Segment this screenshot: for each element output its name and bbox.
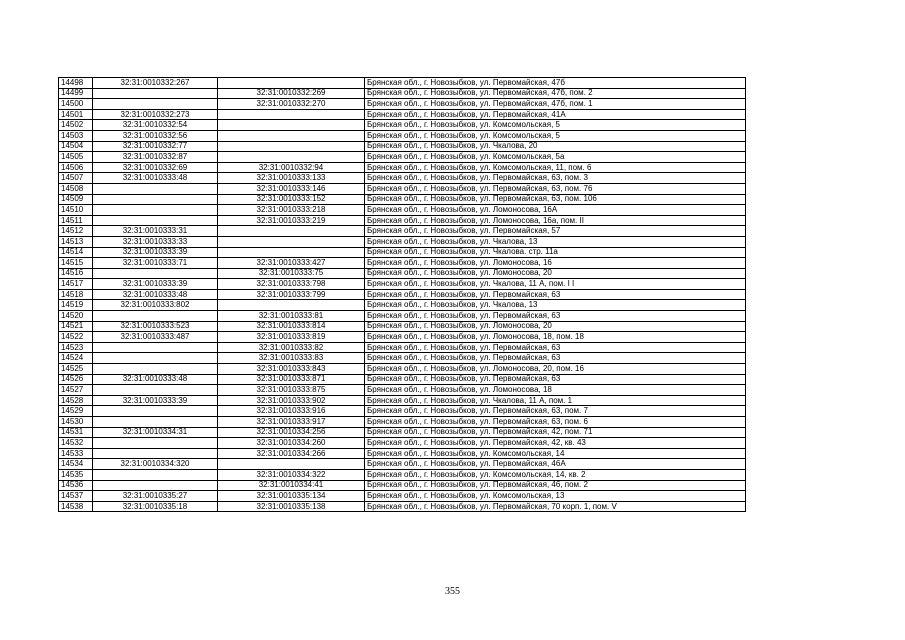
address-cell: Брянская обл., г. Новозыбков, ул. Комсомольская, 5 bbox=[365, 130, 746, 141]
land-parcel-cadastral-number-cell: 32:31:0010333:48 bbox=[93, 289, 218, 300]
land-parcel-cadastral-number-cell bbox=[93, 311, 218, 322]
land-parcel-cadastral-number-cell: 32:31:0010332:77 bbox=[93, 141, 218, 152]
row-number-cell: 14534 bbox=[59, 459, 93, 470]
table-row bbox=[59, 99, 746, 110]
land-parcel-cadastral-number-cell: 32:31:0010333:71 bbox=[93, 258, 218, 269]
row-number-cell: 14529 bbox=[59, 406, 93, 417]
land-parcel-cadastral-number-cell bbox=[93, 194, 218, 205]
address-cell: Брянская обл., г. Новозыбков, ул. Чкалова, 13 bbox=[365, 236, 746, 247]
row-number-cell: 14533 bbox=[59, 448, 93, 459]
row-number-cell: 14500 bbox=[59, 99, 93, 110]
address-cell: Брянская обл., г. Новозыбков, ул. Ломоносова, 16А bbox=[365, 205, 746, 216]
land-parcel-cadastral-number-cell bbox=[93, 448, 218, 459]
building-cadastral-number-cell bbox=[218, 141, 365, 152]
land-parcel-cadastral-number-cell: 32:31:0010333:33 bbox=[93, 236, 218, 247]
building-cadastral-number-cell: 32:31:0010333:427 bbox=[218, 258, 365, 269]
land-parcel-cadastral-number-cell bbox=[93, 417, 218, 428]
land-parcel-cadastral-number-cell: 32:31:0010333:39 bbox=[93, 247, 218, 258]
address-cell: Брянская обл., г. Новозыбков, ул. Чкалова. стр. 11а bbox=[365, 247, 746, 258]
table-row bbox=[59, 311, 746, 322]
address-cell: Брянская обл., г. Новозыбков, ул. Первомайская, 70 корп. 1, пом. V bbox=[365, 501, 746, 512]
table-row bbox=[59, 268, 746, 279]
land-parcel-cadastral-number-cell: 32:31:0010335:18 bbox=[93, 501, 218, 512]
building-cadastral-number-cell: 32:31:0010333:75 bbox=[218, 268, 365, 279]
table-row bbox=[59, 109, 746, 120]
page-number: 355 bbox=[445, 586, 460, 597]
building-cadastral-number-cell bbox=[218, 300, 365, 311]
address-cell: Брянская обл., г. Новозыбков, ул. Чкалова, 11 А, пом. 1 bbox=[365, 395, 746, 406]
land-parcel-cadastral-number-cell: 32:31:0010333:802 bbox=[93, 300, 218, 311]
land-parcel-cadastral-number-cell: 32:31:0010334:31 bbox=[93, 427, 218, 438]
table-row bbox=[59, 374, 746, 385]
row-number-cell: 14499 bbox=[59, 88, 93, 99]
row-number-cell: 14537 bbox=[59, 491, 93, 502]
address-cell: Брянская обл., г. Новозыбков, ул. Первомайская, 63, пом. 7 bbox=[365, 406, 746, 417]
table-row bbox=[59, 130, 746, 141]
row-number-cell: 14531 bbox=[59, 427, 93, 438]
land-parcel-cadastral-number-cell bbox=[93, 364, 218, 375]
table-row bbox=[59, 183, 746, 194]
row-number-cell: 14502 bbox=[59, 120, 93, 131]
building-cadastral-number-cell bbox=[218, 152, 365, 163]
table-row bbox=[59, 491, 746, 502]
table-row bbox=[59, 395, 746, 406]
table-row bbox=[59, 353, 746, 364]
row-number-cell: 14511 bbox=[59, 215, 93, 226]
row-number-cell: 14509 bbox=[59, 194, 93, 205]
table-row bbox=[59, 300, 746, 311]
address-cell: Брянская обл., г. Новозыбков, ул. Первомайская, 46, пом. 2 bbox=[365, 480, 746, 491]
address-cell: Брянская обл., г. Новозыбков, ул. Ломоносова, 20 bbox=[365, 321, 746, 332]
land-parcel-cadastral-number-cell: 32:31:0010332:267 bbox=[93, 78, 218, 89]
table-row bbox=[59, 480, 746, 491]
building-cadastral-number-cell: 32:31:0010335:138 bbox=[218, 501, 365, 512]
row-number-cell: 14536 bbox=[59, 480, 93, 491]
building-cadastral-number-cell bbox=[218, 226, 365, 237]
address-cell: Брянская обл., г. Новозыбков, ул. Первомайская, 47б, пом. 1 bbox=[365, 99, 746, 110]
address-cell: Брянская обл., г. Новозыбков, ул. Первомайская, 42, кв. 43 bbox=[365, 438, 746, 449]
address-cell: Брянская обл., г. Новозыбков, ул. Первомайская, 46А bbox=[365, 459, 746, 470]
building-cadastral-number-cell: 32:31:0010334:256 bbox=[218, 427, 365, 438]
land-parcel-cadastral-number-cell: 32:31:0010332:56 bbox=[93, 130, 218, 141]
address-cell: Брянская обл., г. Новозыбков, ул. Чкалова, 13 bbox=[365, 300, 746, 311]
table-row bbox=[59, 459, 746, 470]
building-cadastral-number-cell: 32:31:0010334:41 bbox=[218, 480, 365, 491]
table-row bbox=[59, 162, 746, 173]
land-parcel-cadastral-number-cell bbox=[93, 88, 218, 99]
table-row bbox=[59, 321, 746, 332]
row-number-cell: 14538 bbox=[59, 501, 93, 512]
address-cell: Брянская обл., г. Новозыбков, ул. Первомайская, 63 bbox=[365, 374, 746, 385]
building-cadastral-number-cell: 32:31:0010333:152 bbox=[218, 194, 365, 205]
row-number-cell: 14506 bbox=[59, 162, 93, 173]
land-parcel-cadastral-number-cell bbox=[93, 469, 218, 480]
row-number-cell: 14501 bbox=[59, 109, 93, 120]
row-number-cell: 14508 bbox=[59, 183, 93, 194]
land-parcel-cadastral-number-cell: 32:31:0010333:48 bbox=[93, 374, 218, 385]
table-row bbox=[59, 173, 746, 184]
address-cell: Брянская обл., г. Новозыбков, ул. Ломоносова, 18, пом. 18 bbox=[365, 332, 746, 343]
land-parcel-cadastral-number-cell bbox=[93, 385, 218, 396]
building-cadastral-number-cell: 32:31:0010333:81 bbox=[218, 311, 365, 322]
building-cadastral-number-cell: 32:31:0010334:266 bbox=[218, 448, 365, 459]
address-cell: Брянская обл., г. Новозыбков, ул. Чкалова, 11 А, пом. I I bbox=[365, 279, 746, 290]
building-cadastral-number-cell bbox=[218, 459, 365, 470]
building-cadastral-number-cell bbox=[218, 109, 365, 120]
land-parcel-cadastral-number-cell bbox=[93, 438, 218, 449]
building-cadastral-number-cell bbox=[218, 120, 365, 131]
row-number-cell: 14517 bbox=[59, 279, 93, 290]
row-number-cell: 14503 bbox=[59, 130, 93, 141]
address-cell: Брянская обл., г. Новозыбков, ул. Первомайская, 63 bbox=[365, 353, 746, 364]
address-cell: Брянская обл., г. Новозыбков, ул. Комсомольская, 14 bbox=[365, 448, 746, 459]
row-number-cell: 14525 bbox=[59, 364, 93, 375]
table-row bbox=[59, 385, 746, 396]
address-cell: Брянская обл., г. Новозыбков, ул. Комсомольская, 11, пом. 6 bbox=[365, 162, 746, 173]
row-number-cell: 14498 bbox=[59, 78, 93, 89]
building-cadastral-number-cell: 32:31:0010333:219 bbox=[218, 215, 365, 226]
land-parcel-cadastral-number-cell bbox=[93, 353, 218, 364]
table-row bbox=[59, 78, 746, 89]
row-number-cell: 14526 bbox=[59, 374, 93, 385]
address-cell: Брянская обл., г. Новозыбков, ул. Первомайская, 42, пом. 71 bbox=[365, 427, 746, 438]
table-row bbox=[59, 141, 746, 152]
address-cell: Брянская обл., г. Новозыбков, ул. Первомайская, 63, пом. 3 bbox=[365, 173, 746, 184]
table-row bbox=[59, 247, 746, 258]
land-parcel-cadastral-number-cell bbox=[93, 268, 218, 279]
building-cadastral-number-cell: 32:31:0010334:322 bbox=[218, 469, 365, 480]
building-cadastral-number-cell: 32:31:0010333:798 bbox=[218, 279, 365, 290]
row-number-cell: 14515 bbox=[59, 258, 93, 269]
building-cadastral-number-cell bbox=[218, 78, 365, 89]
table-row bbox=[59, 448, 746, 459]
address-cell: Брянская обл., г. Новозыбков, ул. Комсомольская, 14, кв. 2 bbox=[365, 469, 746, 480]
land-parcel-cadastral-number-cell bbox=[93, 406, 218, 417]
row-number-cell: 14535 bbox=[59, 469, 93, 480]
row-number-cell: 14514 bbox=[59, 247, 93, 258]
address-cell: Брянская обл., г. Новозыбков, ул. Чкалова, 20 bbox=[365, 141, 746, 152]
land-parcel-cadastral-number-cell: 32:31:0010333:487 bbox=[93, 332, 218, 343]
address-cell: Брянская обл., г. Новозыбков, ул. Ломоносова, 16 bbox=[365, 258, 746, 269]
table-row bbox=[59, 406, 746, 417]
table-row bbox=[59, 501, 746, 512]
land-parcel-cadastral-number-cell: 32:31:0010333:31 bbox=[93, 226, 218, 237]
building-cadastral-number-cell bbox=[218, 247, 365, 258]
table-row bbox=[59, 427, 746, 438]
table-row bbox=[59, 332, 746, 343]
table-row bbox=[59, 205, 746, 216]
building-cadastral-number-cell: 32:31:0010335:134 bbox=[218, 491, 365, 502]
cadastral-registry-table bbox=[58, 77, 746, 512]
building-cadastral-number-cell: 32:31:0010333:814 bbox=[218, 321, 365, 332]
table-row bbox=[59, 88, 746, 99]
table-row bbox=[59, 152, 746, 163]
row-number-cell: 14524 bbox=[59, 353, 93, 364]
row-number-cell: 14522 bbox=[59, 332, 93, 343]
row-number-cell: 14520 bbox=[59, 311, 93, 322]
building-cadastral-number-cell: 32:31:0010333:917 bbox=[218, 417, 365, 428]
building-cadastral-number-cell: 32:31:0010333:82 bbox=[218, 342, 365, 353]
building-cadastral-number-cell: 32:31:0010333:902 bbox=[218, 395, 365, 406]
registry-table-body bbox=[59, 78, 746, 512]
address-cell: Брянская обл., г. Новозыбков, ул. Первомайская, 63 bbox=[365, 342, 746, 353]
address-cell: Брянская обл., г. Новозыбков, ул. Ломоносова, 18 bbox=[365, 385, 746, 396]
row-number-cell: 14512 bbox=[59, 226, 93, 237]
address-cell: Брянская обл., г. Новозыбков, ул. Комсомольская, 5а bbox=[365, 152, 746, 163]
table-row bbox=[59, 289, 746, 300]
row-number-cell: 14527 bbox=[59, 385, 93, 396]
row-number-cell: 14519 bbox=[59, 300, 93, 311]
land-parcel-cadastral-number-cell: 32:31:0010333:39 bbox=[93, 279, 218, 290]
table-row bbox=[59, 194, 746, 205]
table-row bbox=[59, 342, 746, 353]
table-row bbox=[59, 417, 746, 428]
land-parcel-cadastral-number-cell: 32:31:0010332:87 bbox=[93, 152, 218, 163]
row-number-cell: 14518 bbox=[59, 289, 93, 300]
building-cadastral-number-cell: 32:31:0010333:218 bbox=[218, 205, 365, 216]
land-parcel-cadastral-number-cell: 32:31:0010335:27 bbox=[93, 491, 218, 502]
address-cell: Брянская обл., г. Новозыбков, ул. Комсомольская, 5 bbox=[365, 120, 746, 131]
table-row bbox=[59, 120, 746, 131]
land-parcel-cadastral-number-cell: 32:31:0010332:273 bbox=[93, 109, 218, 120]
row-number-cell: 14513 bbox=[59, 236, 93, 247]
row-number-cell: 14521 bbox=[59, 321, 93, 332]
building-cadastral-number-cell: 32:31:0010333:819 bbox=[218, 332, 365, 343]
table-row bbox=[59, 279, 746, 290]
row-number-cell: 14516 bbox=[59, 268, 93, 279]
land-parcel-cadastral-number-cell: 32:31:0010333:48 bbox=[93, 173, 218, 184]
land-parcel-cadastral-number-cell bbox=[93, 99, 218, 110]
address-cell: Брянская обл., г. Новозыбков, ул. Комсомольская, 13 bbox=[365, 491, 746, 502]
address-cell: Брянская обл., г. Новозыбков, ул. Первомайская, 41А bbox=[365, 109, 746, 120]
building-cadastral-number-cell: 32:31:0010333:875 bbox=[218, 385, 365, 396]
building-cadastral-number-cell bbox=[218, 236, 365, 247]
row-number-cell: 14504 bbox=[59, 141, 93, 152]
building-cadastral-number-cell bbox=[218, 130, 365, 141]
land-parcel-cadastral-number-cell: 32:31:0010333:39 bbox=[93, 395, 218, 406]
row-number-cell: 14530 bbox=[59, 417, 93, 428]
land-parcel-cadastral-number-cell: 32:31:0010332:69 bbox=[93, 162, 218, 173]
row-number-cell: 14505 bbox=[59, 152, 93, 163]
building-cadastral-number-cell: 32:31:0010332:94 bbox=[218, 162, 365, 173]
land-parcel-cadastral-number-cell bbox=[93, 205, 218, 216]
table-row bbox=[59, 364, 746, 375]
table-row bbox=[59, 236, 746, 247]
address-cell: Брянская обл., г. Новозыбков, ул. Первомайская, 47б, пом. 2 bbox=[365, 88, 746, 99]
land-parcel-cadastral-number-cell: 32:31:0010334:320 bbox=[93, 459, 218, 470]
table-row bbox=[59, 438, 746, 449]
address-cell: Брянская обл., г. Новозыбков, ул. Первомайская, 47б bbox=[365, 78, 746, 89]
building-cadastral-number-cell: 32:31:0010334:260 bbox=[218, 438, 365, 449]
row-number-cell: 14510 bbox=[59, 205, 93, 216]
building-cadastral-number-cell: 32:31:0010333:916 bbox=[218, 406, 365, 417]
building-cadastral-number-cell: 32:31:0010333:871 bbox=[218, 374, 365, 385]
table-row bbox=[59, 469, 746, 480]
land-parcel-cadastral-number-cell: 32:31:0010332:54 bbox=[93, 120, 218, 131]
address-cell: Брянская обл., г. Новозыбков, ул. Первомайская, 63, пом. 6 bbox=[365, 417, 746, 428]
address-cell: Брянская обл., г. Новозыбков, ул. Первомайская, 63, пом. 76 bbox=[365, 183, 746, 194]
building-cadastral-number-cell: 32:31:0010333:843 bbox=[218, 364, 365, 375]
building-cadastral-number-cell: 32:31:0010333:133 bbox=[218, 173, 365, 184]
row-number-cell: 14523 bbox=[59, 342, 93, 353]
address-cell: Брянская обл., г. Новозыбков, ул. Первомайская, 63 bbox=[365, 311, 746, 322]
building-cadastral-number-cell: 32:31:0010333:83 bbox=[218, 353, 365, 364]
table-row bbox=[59, 226, 746, 237]
table-row bbox=[59, 215, 746, 226]
building-cadastral-number-cell: 32:31:0010332:269 bbox=[218, 88, 365, 99]
row-number-cell: 14528 bbox=[59, 395, 93, 406]
land-parcel-cadastral-number-cell bbox=[93, 215, 218, 226]
building-cadastral-number-cell: 32:31:0010333:799 bbox=[218, 289, 365, 300]
land-parcel-cadastral-number-cell bbox=[93, 183, 218, 194]
land-parcel-cadastral-number-cell bbox=[93, 342, 218, 353]
row-number-cell: 14507 bbox=[59, 173, 93, 184]
table-row bbox=[59, 258, 746, 269]
address-cell: Брянская обл., г. Новозыбков, ул. Ломоносова, 20, пом. 16 bbox=[365, 364, 746, 375]
address-cell: Брянская обл., г. Новозыбков, ул. Первомайская, 57 bbox=[365, 226, 746, 237]
land-parcel-cadastral-number-cell: 32:31:0010333:523 bbox=[93, 321, 218, 332]
address-cell: Брянская обл., г. Новозыбков, ул. Ломоносова, 20 bbox=[365, 268, 746, 279]
land-parcel-cadastral-number-cell bbox=[93, 480, 218, 491]
address-cell: Брянская обл., г. Новозыбков, ул. Первомайская, 63 bbox=[365, 289, 746, 300]
address-cell: Брянская обл., г. Новозыбков, ул. Первомайская, 63, пом. 106 bbox=[365, 194, 746, 205]
building-cadastral-number-cell: 32:31:0010333:146 bbox=[218, 183, 365, 194]
address-cell: Брянская обл., г. Новозыбков, ул. Ломоносова, 16а, пом. II bbox=[365, 215, 746, 226]
row-number-cell: 14532 bbox=[59, 438, 93, 449]
building-cadastral-number-cell: 32:31:0010332:270 bbox=[218, 99, 365, 110]
